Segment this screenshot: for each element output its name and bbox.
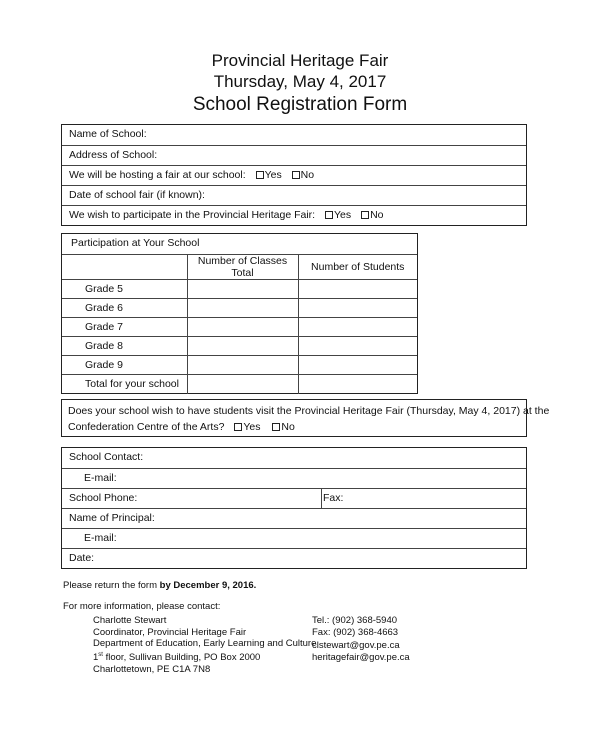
contact-details-block	[312, 615, 410, 665]
school-contact-field[interactable]	[62, 448, 526, 468]
visit-question-line1: Does your school wish to have students visit the Provincial Heritage Fair (Thursday, May 4, 2017) at the	[68, 405, 550, 417]
participate-label: We wish to participate in the Provincial Heritage Fair:	[69, 209, 316, 221]
visit-yes-checkbox[interactable]	[234, 423, 242, 431]
students-cell[interactable]	[298, 337, 417, 356]
classes-cell[interactable]	[187, 337, 298, 356]
students-cell[interactable]	[298, 375, 417, 394]
classes-cell[interactable]	[187, 356, 298, 375]
students-cell[interactable]	[298, 356, 417, 375]
participation-title	[62, 234, 417, 254]
principal-name-field[interactable]	[62, 508, 526, 528]
date-label: Date:	[69, 552, 95, 564]
return-deadline: by December 9, 2016.	[159, 580, 257, 591]
row-label: Grade 5	[62, 280, 187, 299]
email-label-1: E-mail:	[84, 472, 117, 484]
classes-cell[interactable]	[187, 280, 298, 299]
school-phone-field[interactable]	[62, 489, 322, 508]
contact-name: Charlotte Stewart	[93, 615, 167, 626]
contact-fax: Fax: (902) 368-4663	[312, 627, 399, 639]
participate-yes-label: Yes	[334, 209, 352, 221]
email-field-1[interactable]	[62, 468, 526, 488]
hosting-yes-checkbox[interactable]	[256, 171, 264, 179]
col-students-header: Number of Students	[298, 255, 417, 280]
participation-title-text: Participation at Your School	[71, 237, 200, 249]
fax-field[interactable]	[323, 489, 343, 508]
participate-no-checkbox[interactable]	[361, 211, 369, 219]
contact-email-personal[interactable]: clstewart@gov.pe.ca	[312, 639, 400, 651]
visit-question-box	[61, 399, 550, 437]
students-cell[interactable]	[298, 280, 417, 299]
contact-tel: Tel.: (902) 368-5940	[312, 615, 398, 626]
contact-city: Charlottetown, PE C1A 7N8	[93, 663, 211, 675]
hosting-fair-label: We will be hosting a fair at our school:	[69, 169, 246, 181]
classes-cell[interactable]	[187, 318, 298, 337]
table-row	[62, 356, 417, 375]
students-cell[interactable]	[298, 299, 417, 318]
table-row	[62, 337, 417, 356]
row-label: Grade 7	[62, 318, 187, 337]
visit-yes-label: Yes	[243, 421, 261, 433]
address-rest: floor, Sullivan Building, PO Box 2000	[102, 651, 261, 663]
more-info-line: For more information, please contact:	[63, 601, 221, 612]
table-header-row	[62, 255, 417, 280]
participate-no-label: No	[370, 209, 384, 221]
visit-question-line2: Confederation Centre of the Arts?	[68, 421, 225, 433]
fax-label: Fax:	[323, 492, 344, 504]
table-row	[62, 280, 417, 299]
return-instructions	[63, 580, 256, 613]
return-prefix: Please return the form	[63, 580, 160, 591]
school-name-label: Name of School:	[69, 128, 147, 140]
participate-yes-checkbox[interactable]	[325, 211, 333, 219]
contact-department: Department of Education, Early Learning and Culture	[93, 638, 317, 650]
participation-table	[62, 254, 417, 394]
form-title: School Registration Form	[192, 94, 408, 115]
contact-person-block	[93, 615, 316, 675]
floor-suffix: st	[98, 651, 103, 658]
table-header-blank	[62, 255, 187, 280]
date-field[interactable]	[62, 548, 526, 568]
table-row	[62, 318, 417, 337]
row-label: Grade 6	[62, 299, 187, 318]
school-fair-date-field[interactable]	[62, 185, 526, 205]
school-info-box	[61, 124, 527, 226]
classes-cell[interactable]	[187, 375, 298, 394]
phone-fax-row	[62, 488, 526, 508]
floor-number: 1	[93, 651, 99, 663]
school-contact-label: School Contact:	[69, 451, 144, 463]
contact-title: Coordinator, Provincial Heritage Fair	[93, 626, 247, 638]
hosting-fair-row	[62, 165, 526, 185]
participate-row	[62, 205, 526, 225]
col-classes-header: Number of Classes Total	[187, 255, 298, 280]
school-address-label: Address of School:	[69, 149, 158, 161]
table-row	[62, 299, 417, 318]
contact-address	[93, 650, 316, 664]
email-field-2[interactable]	[62, 528, 526, 548]
visit-question-line2-row	[68, 419, 520, 435]
row-label: Grade 8	[62, 337, 187, 356]
school-phone-label: School Phone:	[69, 492, 138, 504]
school-fair-date-label: Date of school fair (if known):	[69, 189, 205, 201]
hosting-no-checkbox[interactable]	[292, 171, 300, 179]
fair-title: Provincial Heritage Fair	[211, 51, 389, 70]
principal-name-label: Name of Principal:	[69, 512, 155, 524]
hosting-no-label: No	[300, 169, 315, 181]
classes-cell[interactable]	[187, 299, 298, 318]
students-cell[interactable]	[298, 318, 417, 337]
school-address-field[interactable]	[62, 145, 526, 165]
return-line	[63, 580, 256, 592]
participation-table-box	[61, 233, 418, 394]
email-label-2: E-mail:	[84, 532, 117, 544]
row-label-total: Total for your school	[62, 375, 187, 394]
visit-no-label: No	[281, 421, 295, 433]
school-name-field[interactable]	[62, 125, 526, 145]
visit-no-checkbox[interactable]	[272, 423, 280, 431]
contact-info-box	[61, 447, 527, 569]
contact-email-general[interactable]: heritagefair@gov.pe.ca	[312, 652, 410, 664]
fair-date: Thursday, May 4, 2017	[213, 72, 387, 91]
row-label: Grade 9	[62, 356, 187, 375]
title-block	[0, 50, 600, 117]
table-row	[62, 375, 417, 394]
hosting-yes-label: Yes	[264, 169, 282, 181]
